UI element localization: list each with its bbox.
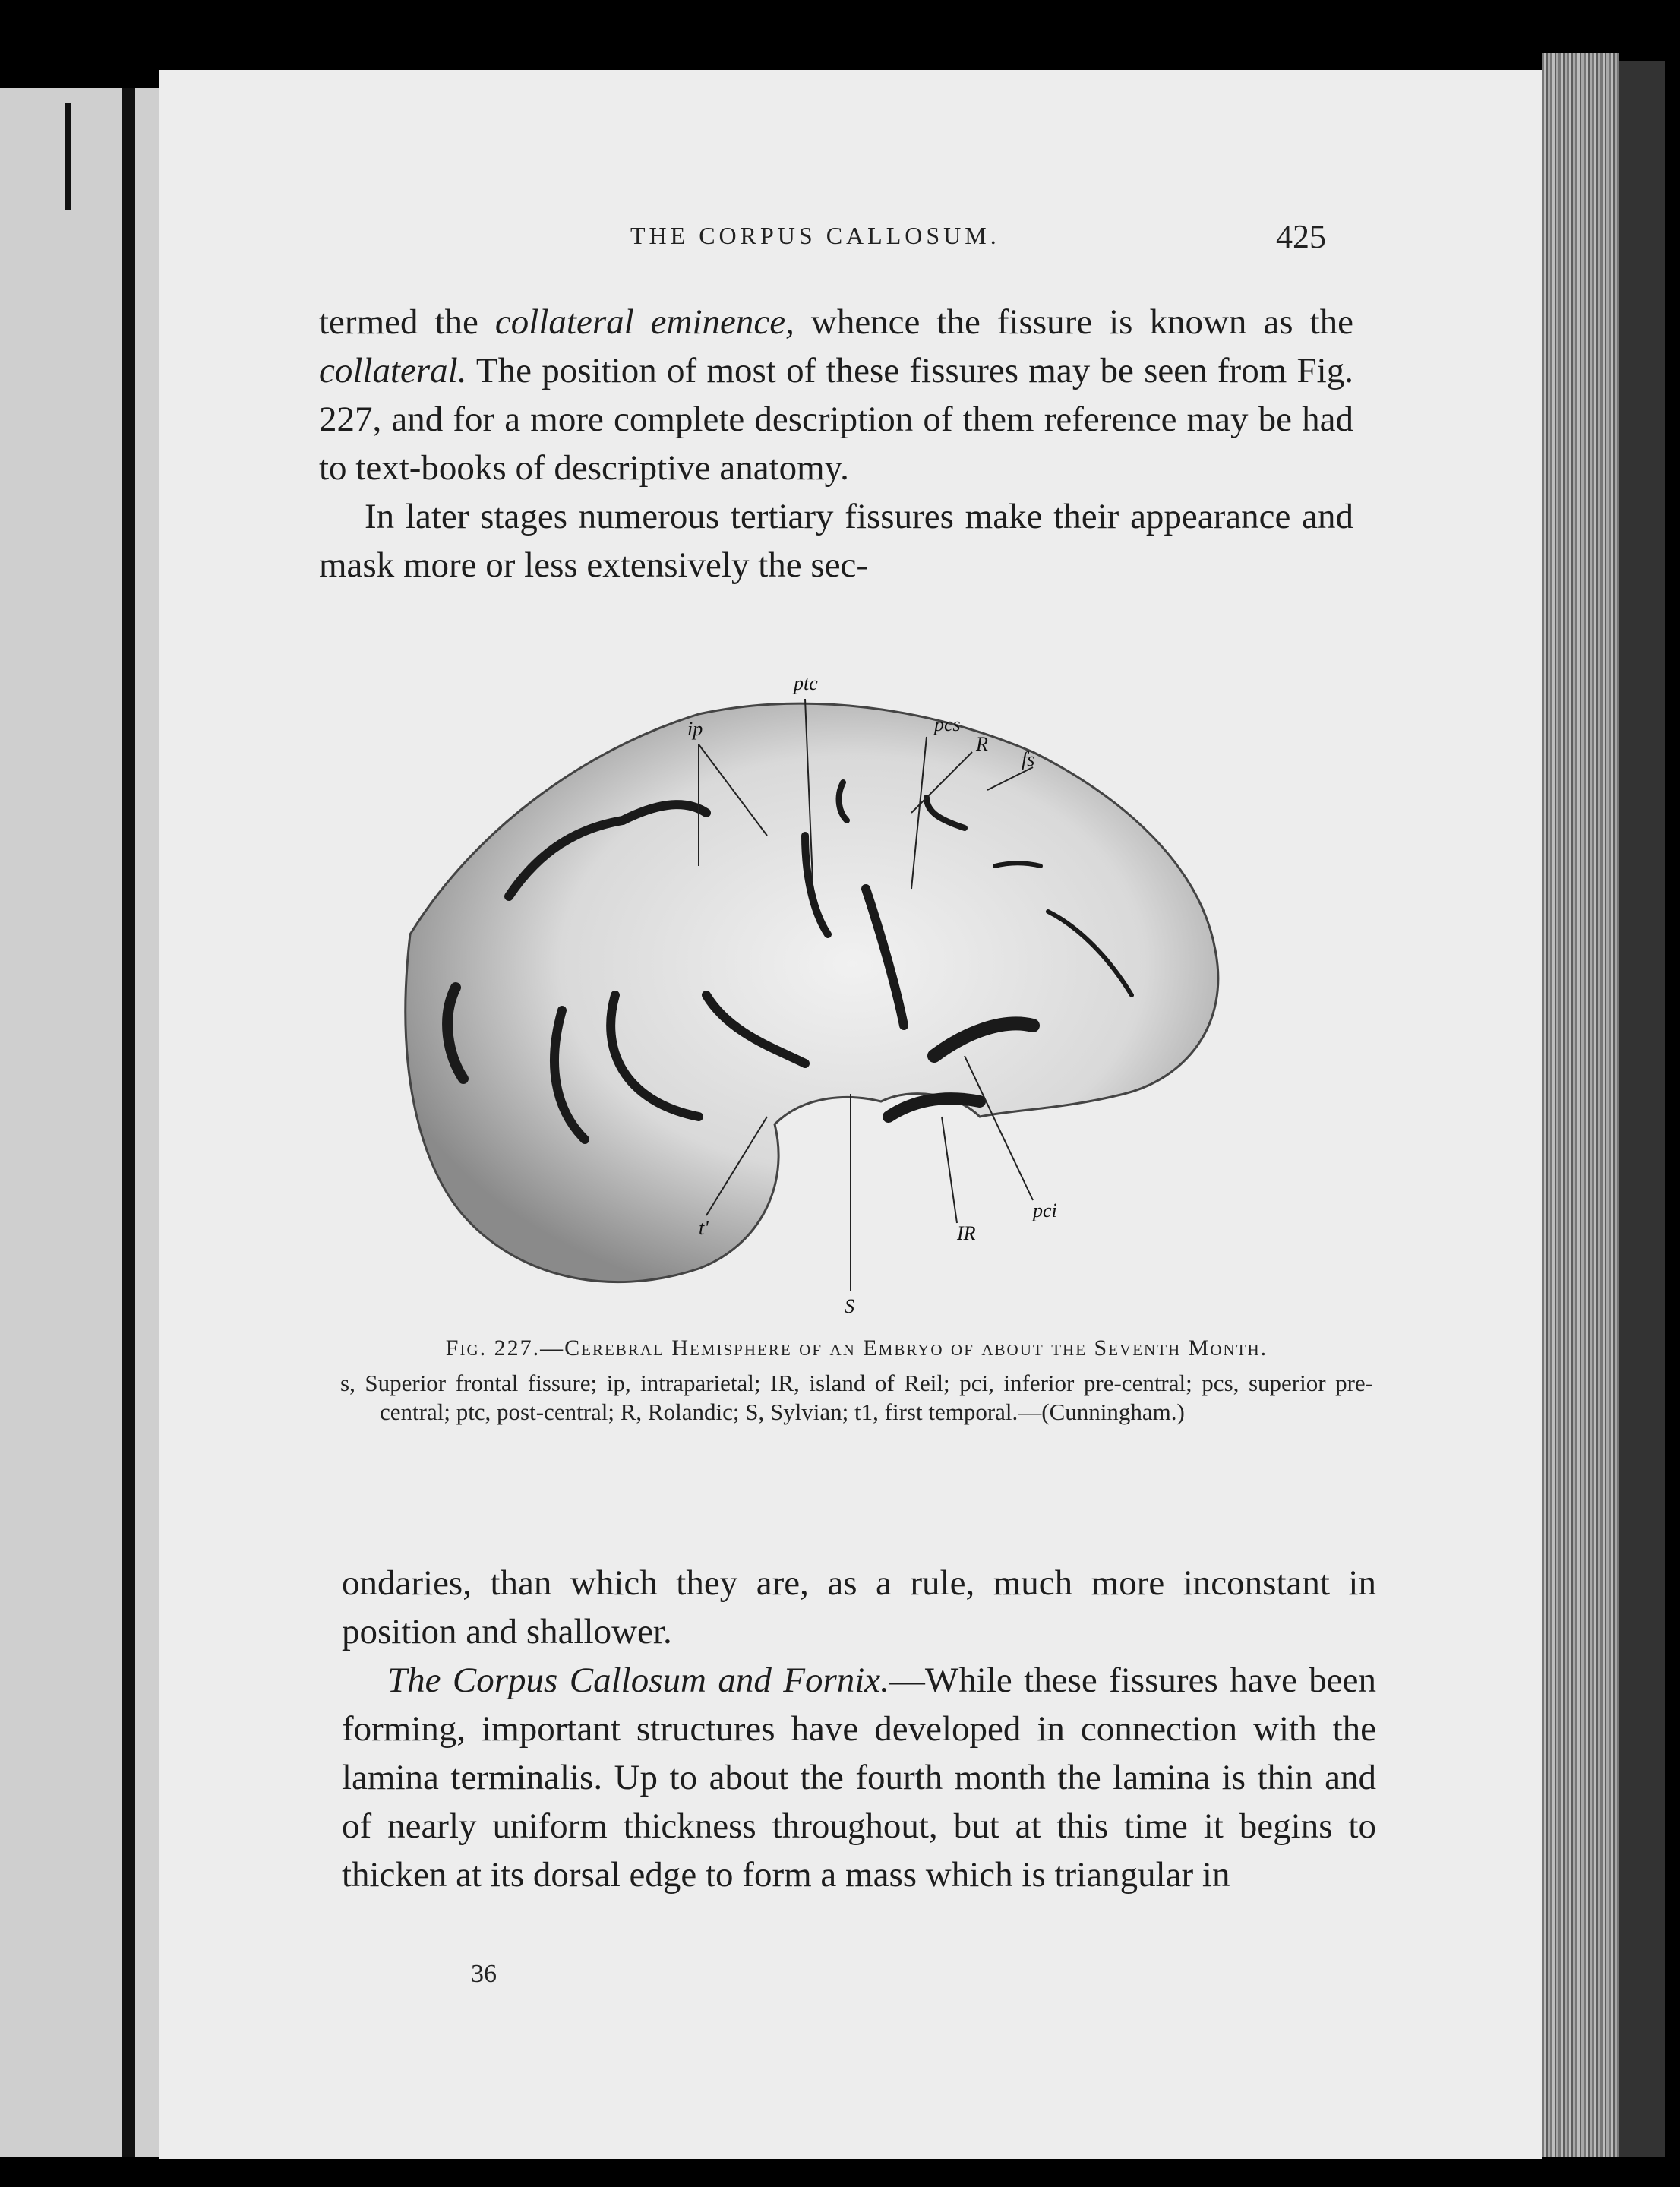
bottom-paragraph-2-text: —While these fissures have been forming, important structures have developed in connection with the lamina terminalis. Up to about the fourth month the lamina is thin and of nearly uniform thickness throughout, but at this time it begins to thicken at its dorsal edge to form a mass which is triangular in <box>342 1661 1376 1895</box>
label-pcs: pcs <box>934 713 961 735</box>
text-run: The position of most of these fissures may be seen from Fig. 227, and for a more complete description of them reference may be had to text-books of descriptive anatomy. <box>319 351 1353 488</box>
hemisphere-outline <box>406 703 1218 1282</box>
top-paragraph-2: In later stages numerous tertiary fissures make their appearance and mask more or less extensively the sec- <box>319 497 1353 585</box>
term-collateral: collateral. <box>319 351 467 390</box>
left-page-edge <box>0 88 159 2157</box>
top-paragraph-1 <box>319 298 1353 492</box>
top-text <box>319 298 1353 589</box>
leader-ir <box>942 1117 957 1223</box>
label-ip: ip <box>687 718 703 740</box>
book-cover-edge <box>1619 61 1665 2157</box>
label-fs: fs <box>1022 748 1035 770</box>
figure-caption <box>340 1335 1373 1427</box>
caption-title: Fig. 227.—Cerebral Hemisphere of an Embryo of about the Seventh Month. <box>445 1335 1268 1361</box>
text-run: termed the <box>319 302 495 342</box>
book-gutter <box>122 88 135 2157</box>
brain-hemisphere-figure <box>380 668 1367 1337</box>
brain-drawing <box>380 668 1367 1337</box>
label-t1: t' <box>699 1217 709 1239</box>
term-collateral-eminence: collateral eminence, <box>494 302 794 342</box>
label-ir: IR <box>957 1222 976 1244</box>
bottom-paragraph-1: ondaries, than which they are, as a rule, much more inconstant in position and shallower. <box>342 1563 1376 1651</box>
label-s: S <box>845 1295 854 1317</box>
bottom-text <box>342 1559 1376 1899</box>
page-stack-edge <box>1542 53 1619 2157</box>
caption-legend: s, Superior frontal fissure; ip, intraparietal; IR, island of Reil; pci, inferior pre-central; pcs, superior pre-central; ptc, post-central; R, Rolandic; S, Sylvian; t1, first temporal.—(Cunningham.) <box>340 1370 1373 1425</box>
bottom-paragraph-2 <box>342 1656 1376 1899</box>
section-heading: The Corpus Callosum and Fornix. <box>387 1661 889 1700</box>
label-r: R <box>976 733 988 755</box>
signature-mark: 36 <box>471 1960 497 1988</box>
label-pci: pci <box>1033 1199 1057 1221</box>
fissure-ir <box>889 1098 980 1117</box>
text-run: whence the fissure is known as the <box>794 302 1353 342</box>
page-number: 425 <box>1276 218 1326 255</box>
left-page-mark <box>65 103 71 210</box>
running-head: THE CORPUS CALLOSUM. <box>630 222 1000 249</box>
label-ptc: ptc <box>794 672 818 694</box>
